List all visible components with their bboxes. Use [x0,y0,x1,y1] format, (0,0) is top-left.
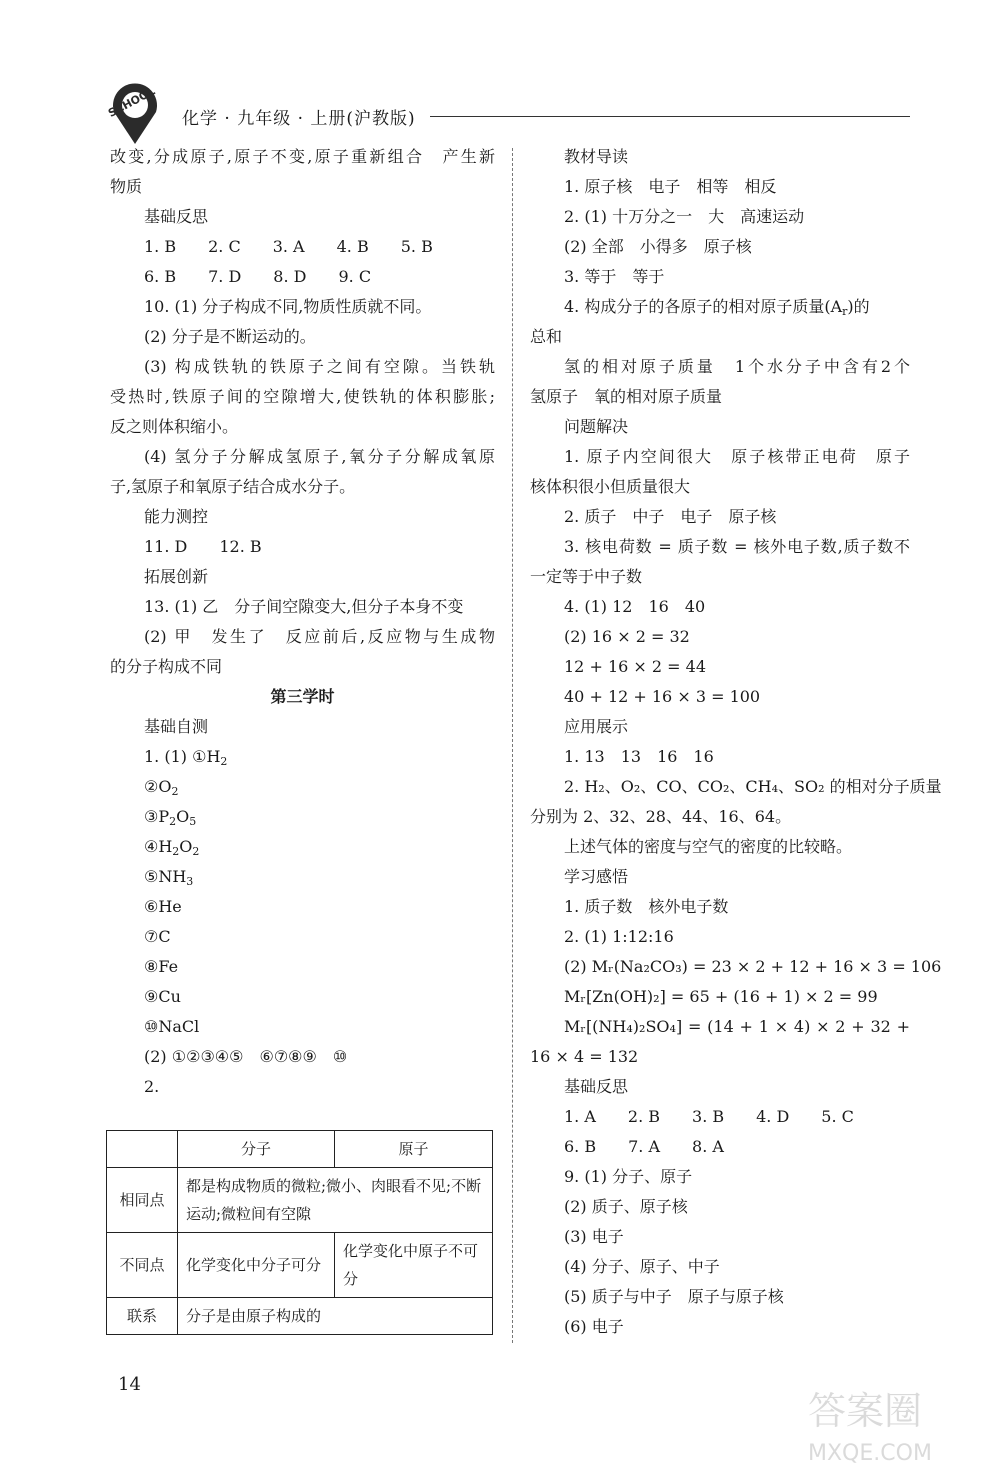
text-line: $④H_2O_2$ [144,837,200,858]
text-line: 6. B 7. D 8. D 9. C [144,267,372,286]
table-cell: 都是构成物质的微粒;微小、肉眼看不见;不断运动;微粒间有空隙 [178,1168,493,1233]
molecule-atom-comparison-table [106,1130,493,1335]
text-line: (3) 构成铁轨的铁原子之间有空隙。当铁轨 [144,357,495,376]
text-line: 16 × 4 = 132 [530,1047,639,1066]
text-line: 一定等于中子数 [530,567,643,586]
text-line: 2. 质子 中子 电子 原子核 [564,507,777,526]
text-line: 10. (1) 分子构成不同,物质性质就不同。 [144,297,432,316]
table-row [107,1233,493,1298]
text-line: (5) 质子与中子 原子与原子核 [564,1287,784,1306]
table-cell: 化学变化中原子不可分 [335,1233,493,1298]
text-line: 应用展示 [564,717,629,736]
text-line: 受热时,铁原子间的空隙增大,使铁轨的体积膨胀; [110,387,495,406]
row-label: 相同点 [107,1168,178,1233]
text-line: $②O_2$ [144,777,179,798]
text-line: 2. H₂、O₂、CO、CO₂、CH₄、SO₂ 的相对分子质量 [564,777,942,796]
text-line: 基础反思 [144,207,209,226]
text-line: 反之则体积缩小。 [110,417,239,436]
text-line: ⑧Fe [144,957,179,976]
text-line: 6. B 7. A 8. A [564,1137,724,1156]
text-line: 学习感悟 [564,867,629,886]
watermark-logo [808,1380,980,1466]
text-line: 拓展创新 [144,567,209,586]
text-line: 核体积很小但质量很大 [530,477,691,496]
text-line: 3. 核电荷数 = 质子数 = 核外电子数,质子数不 [564,537,910,556]
text-line: ⑩NaCl [144,1017,200,1036]
table-header-row [107,1131,493,1168]
text-line: 4. 构成分子的各原子的相对原子质量$(A_r)$的 [564,297,870,318]
text-line: 基础自测 [144,717,209,736]
table-cell: 化学变化中分子可分 [178,1233,335,1298]
right-column [530,142,942,1342]
text-line: 基础反思 [564,1077,629,1096]
text-line: Mᵣ[Zn(OH)₂] = 65 + (16 + 1) × 2 = 99 [564,987,878,1006]
table-header-cell: 原子 [335,1131,493,1168]
table-header-cell: 分子 [178,1131,335,1168]
text-line: (2) ①②③④⑤ ⑥⑦⑧⑨ ⑩ [144,1047,348,1066]
table-row [107,1298,493,1335]
text-line: 分别为 2、32、28、44、16、64。 [530,807,792,826]
text-line: 改变,分成原子,原子不变,原子重新组合 产生新 [110,147,495,166]
text-line: 1. 13 13 16 16 [564,747,714,766]
text-line: 能力测控 [144,507,209,526]
text-line: 4. (1) 12 16 40 [564,597,706,616]
text-line: (4) 分子、原子、中子 [564,1257,720,1276]
row-label: 不同点 [107,1233,178,1298]
text-line: (3) 电子 [564,1227,624,1246]
text-line: ⑦C [144,927,171,946]
left-column [110,142,495,1102]
watermark-title: 答案圈 [808,1389,923,1433]
text-line: 1. A 2. B 3. B 4. D 5. C [564,1107,854,1126]
watermark-url: MXQE.COM [808,1441,932,1466]
text-line: (2) 分子是不断运动的。 [144,327,316,346]
text-line: ⑨Cu [144,987,181,1006]
text-line: (2) Mᵣ(Na₂CO₃) = 23 × 2 + 12 + 16 × 3 = 106 [564,957,942,976]
header-rule [430,116,910,117]
text-line: 2. [144,1077,160,1096]
page-number: 14 [118,1374,141,1395]
text-line: (4) 氢分子分解成氢原子,氧分子分解成氧原 [144,447,495,466]
text-line: 子,氢原子和氧原子结合成水分子。 [110,477,356,496]
text-line: Mᵣ[(NH₄)₂SO₄] = (14 + 1 × 4) × 2 + 32 + [564,1017,910,1036]
text-line: 40 + 12 + 16 × 3 = 100 [564,687,761,706]
page-header [100,78,910,148]
table-cell: 分子是由原子构成的 [178,1298,493,1335]
text-line: $③P_2O_5$ [144,807,197,828]
text-line: 教材导读 [564,147,629,166]
school-logo-icon [100,78,170,148]
logo-text: SCHOOL [106,84,158,120]
text-line: 氢原子 氧的相对原子质量 [530,387,723,406]
text-line: 物质 [110,177,143,196]
text-line: (2) 全部 小得多 原子核 [564,237,752,256]
text-line: 12 + 16 × 2 = 44 [564,657,706,676]
text-line: 1. (1) $①H_2$ [144,747,228,768]
text-line: (6) 电子 [564,1317,624,1336]
text-line: (2) 16 × 2 = 32 [564,627,690,646]
table-header-cell [107,1131,178,1168]
text-line: 3. 等于 等于 [564,267,665,286]
text-line: ⑥He [144,897,182,916]
text-line: 总和 [530,327,563,346]
text-line: $⑤NH_3$ [144,867,194,888]
text-line: (2) 质子、原子核 [564,1197,688,1216]
row-label: 联系 [107,1298,178,1335]
text-line: 13. (1) 乙 分子间空隙变大,但分子本身不变 [144,597,464,616]
table-row [107,1168,493,1233]
text-line: 上述气体的密度与空气的密度的比较略。 [564,837,853,856]
column-divider [512,148,513,1343]
text-line: 1. 质子数 核外电子数 [564,897,729,916]
text-line: 2. (1) 十万分之一 大 高速运动 [564,207,805,226]
text-line: (2) 甲 发生了 反应前后,反应物与生成物 [144,627,495,646]
text-line: 1. 原子内空间很大 原子核带正电荷 原子 [564,447,910,466]
text-line: 2. (1) 1:12:16 [564,927,674,946]
text-line: 9. (1) 分子、原子 [564,1167,693,1186]
text-line: 问题解决 [564,417,629,436]
text-line: 第三学时 [270,687,335,706]
text-line: 1. B 2. C 3. A 4. B 5. B [144,237,433,256]
text-line: 1. 原子核 电子 相等 相反 [564,177,777,196]
text-line: 的分子构成不同 [110,657,223,676]
text-line: 11. D 12. B [144,537,262,556]
text-line: 氢的相对原子质量 1个水分子中含有2个 [564,357,910,376]
book-title: 化学 · 九年级 · 上册(沪教版) [182,109,416,129]
